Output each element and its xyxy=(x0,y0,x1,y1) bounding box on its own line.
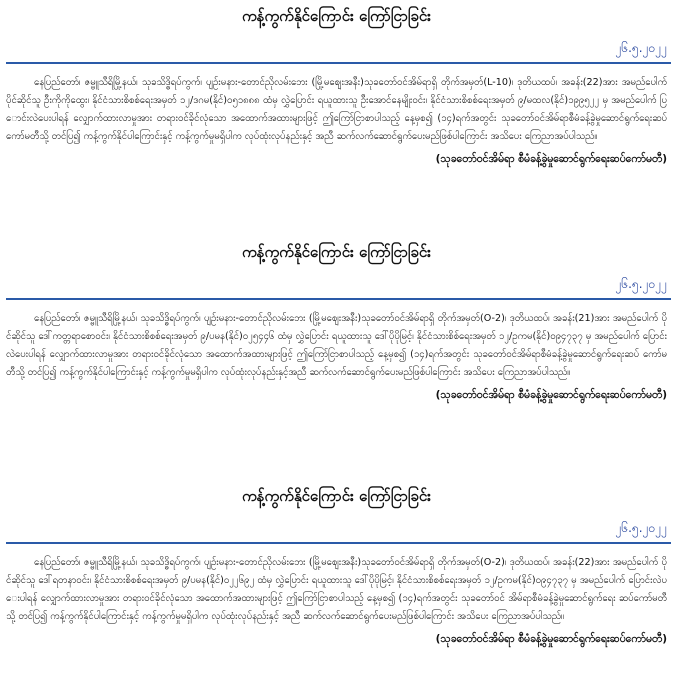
notice-body: နေပြည်တော်၊ ဇမ္ဗူသီရိမြို့နယ်၊ သုခသိဒ္ဓိရပ်ကွက်၊ ပျဉ်းမနား-တောင်ညိုလမ်းဘေး (မြို့မစျေးအနီး)သုခတော်ဝင်အိမ်ရာရှိ တိုက်အမှတ်(O-2)၊ ဒုတိယထပ်၊ အခန်း(22)အား အမည်ပေါက် ပိုင်ဆိုင်သူ ဒေါ်ရတနာဝင်း၊ နိုင်ငံသားစိစစ်ရေးအမှတ် ၉/ပမန(နိုင်)၀၂၂၆၉၂ ထံမှ လွှဲပြောင်း ရယူထားသူ ဒေါ်ပိုပိုမြင့်၊ နိုင်ငံသားစိစစ်ရေးအမှတ် ၁၂/ဥကမ(နိုင်)၀၉၄၇၃၇ မှ အမည်ပေါက် ပြောင်းလဲပေးပါရန် လျှောက်ထားလာမှုအား တရားဝင်ခိုင်လုံသော အထောက်အထားများဖြင့် ဤကြော်ငြာစာပါသည့် နေ့မှစ၍ (၁၄)ရက်အတွင်း သုခတော်ဝင် အိမ်ရာစီမံခန့်ခွဲမှုဆောင်ရွက်ရေး ဆပ်ကော်မတီသို့ တင်ပြ၍ ကန့်ကွက်နိုင်ပါကြောင်းနှင့် ကန့်ကွက်မှုမရှိပါက လုပ်ထုံးလုပ်နည်းနှင့် အညီ ဆက်လက်ဆောင်ရွက်ပေးမည်ဖြစ်ပါကြောင်း အသိပေး ကြေညာအပ်ပါသည်။ xyxy=(6,557,667,622)
notice-signature: (သုခတော်ဝင်အိမ်ရာ စီမံခန့်ခွဲမှုဆောင်ရွက်ရေးဆပ်ကော်မတီ) xyxy=(435,153,667,165)
notice-signature: (သုခတော်ဝင်အိမ်ရာ စီမံခန့်ခွဲမှုဆောင်ရွက်ရေးဆပ်ကော်မတီ) xyxy=(435,633,667,645)
notice-title: ကန့်ကွက်နိုင်ကြောင်း ကြော်ငြာခြင်း xyxy=(242,243,431,261)
notice-body: နေပြည်တော်၊ ဇမ္ဗူသီရိမြို့နယ်၊ သုခသိဒ္ဓိရပ်ကွက်၊ ပျဉ်းမနား-တောင်ညိုလမ်းဘေး (မြို့မစျေးအနီး)သုခတော်ဝင်အိမ်ရာရှိ တိုက်အမှတ်(L-10)၊ ဒုတိယထပ်၊ အခန်း(22)အား အမည်ပေါက် ပိုင်ဆိုင်သူ ဦးကိုကိုထွေး၊ နိုင်ငံသားစိစစ်ရေးအမှတ် ၁၂/ဒဂမ(နိုင်)၀၅၁၈၈၈ ထံမှ လွှဲပြောင်း ရယူထားသူ ဦးအောင်နေမျိုးဝင်း၊ နိုင်ငံသားစိစစ်ရေးအမှတ် ၉/မထလ(နိုင်)၁၉၉၅၂၂ မှ အမည်ပေါက် ပြောင်းလဲပေးပါရန် လျှောက်ထားလာမှုအား တရားဝင်ခိုင်လုံသော အထောက်အထားများဖြင့် ဤကြော်ငြာစာပါသည့် နေ့မှစ၍ (၁၄)ရက်အတွင်း သုခတော်ဝင်အိမ်ရာစီမံခန့်ခွဲမှုဆောင်ရွက်ရေးဆပ် ကော်မတီသို့ တင်ပြ၍ ကန့်ကွက်နိုင်ပါကြောင်းနှင့် ကန့်ကွက်မှုမရှိပါက လုပ်ထုံးလုပ်နည်းနှင့် အညီ ဆက်လက်ဆောင်ရွက်ပေးမည်ဖြစ်ပါကြောင်း အသိပေး ကြေညာအပ်ပါသည်။ xyxy=(6,77,667,142)
notice-2 xyxy=(0,236,673,404)
notice-date: ၂၆.၅.၂၀၂၂ xyxy=(615,277,667,291)
notice-title: ကန့်ကွက်နိုင်ကြောင်း ကြော်ငြာခြင်း xyxy=(242,487,431,505)
notice-3 xyxy=(0,480,673,648)
notice-signature: (သုခတော်ဝင်အိမ်ရာ စီမံခန့်ခွဲမှုဆောင်ရွက်ရေးဆပ်ကော်မတီ) xyxy=(435,389,667,401)
notice-1 xyxy=(0,0,673,168)
notice-date: ၂၆.၅.၂၀၂၂ xyxy=(615,41,667,55)
notice-title: ကန့်ကွက်နိုင်ကြောင်း ကြော်ငြာခြင်း xyxy=(242,7,431,25)
notice-body: နေပြည်တော်၊ ဇမ္ဗူသီရိမြို့နယ်၊ သုခသိဒ္ဓိရပ်ကွက်၊ ပျဉ်းမနား-တောင်ညိုလမ်းဘေး (မြို့မစျေးအနီး)သုခတော်ဝင်အိမ်ရာရှိ တိုက်အမှတ်(O-2)၊ ဒုတိယထပ်၊ အခန်း(21)အား အမည်ပေါက် ပိုင်ဆိုင်သူ ဒေါ်ကတ္တရာစောဝင်း၊ နိုင်ငံသားစိစစ်ရေးအမှတ် ၉/ပမန(နိုင်)၀၂၅၄၄၆ ထံမှ လွှဲပြောင်း ရယူထားသူ ဒေါ်ပိုပိုမြင့်၊ နိုင်ငံသားစိစ်ရေးအမှတ် ၁၂/ဥကမ(နိုင်)၀၉၄၇၃၇ မှ အမည်ပေါက် ပြောင်းလဲပေးပါရန် လျှောက်ထားလာမှုအား တရားဝင်ခိုင်လုံသော အထောက်အထားများဖြင့် ဤကြော်ငြာစာပါသည့် နေ့မှစ၍ (၁၄)ရက်အတွင်း သုခတော်ဝင်အိမ်ရာစီမံခန့်ခွဲမှုဆောင်ရွက်ရေးဆပ် ကော်မတီသို့ တင်ပြ၍ ကန့်ကွက်နိုင်ပါကြောင်းနှင့် ကန့်ကွက်မှုမရှိပါက လုပ်ထုံးလုပ်နည်းနှင့်အညီ ဆက်လက်ဆောင်ရွက်ပေးမည်ဖြစ်ပါကြောင်း အသိပေး ကြေညာအပ်ပါသည်။ xyxy=(6,313,667,378)
notice-date: ၂၆.၅.၂၀၂၂ xyxy=(615,521,667,535)
